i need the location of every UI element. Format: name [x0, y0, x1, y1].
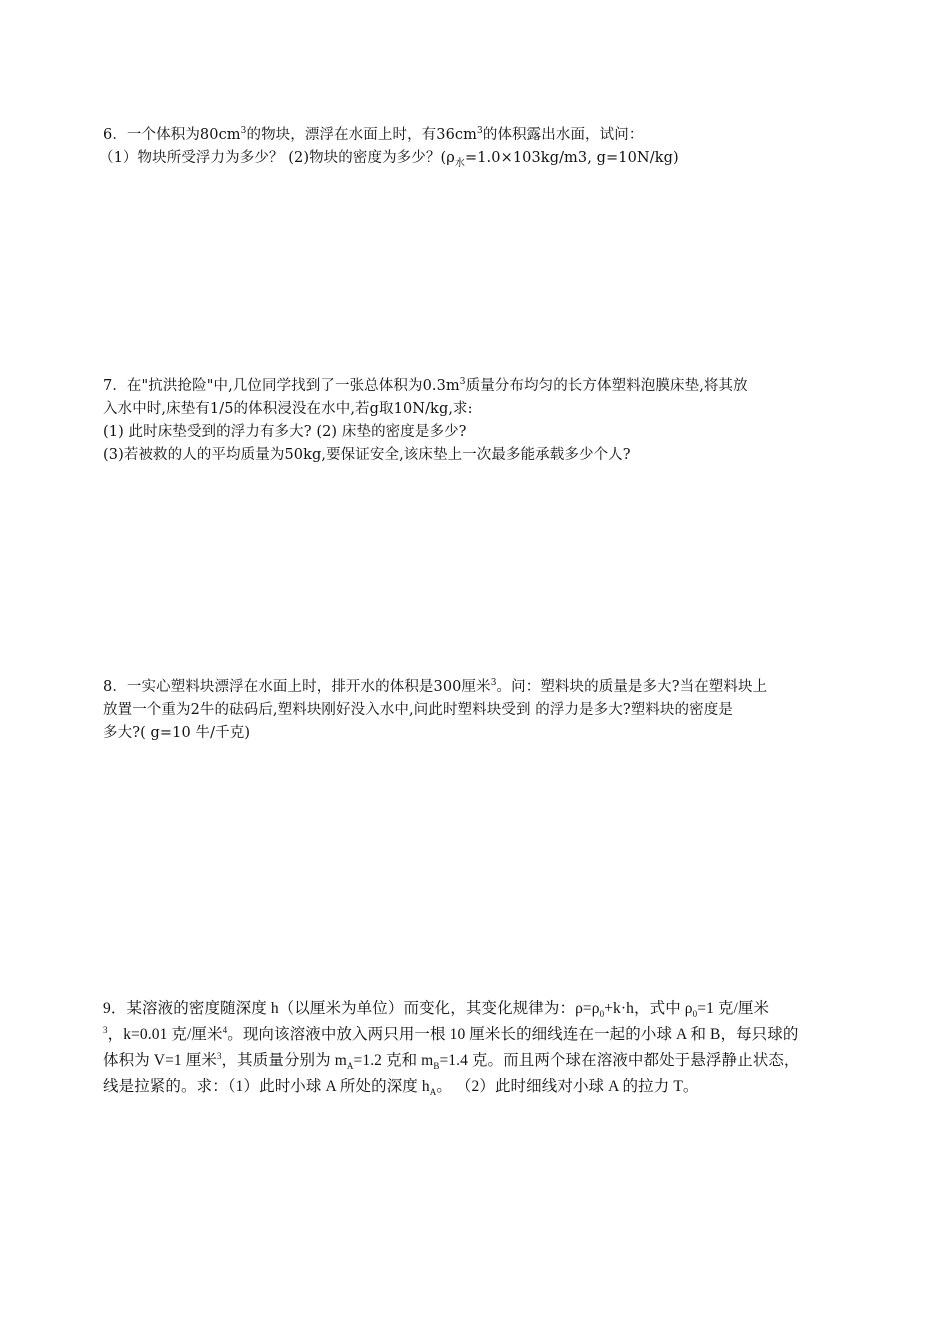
- q7-superscript: 3: [459, 377, 466, 388]
- q8-text: 。问：塑料块的质量是多大?当在塑料块上: [496, 679, 768, 695]
- question-8-line-3: 多大?( g=10 牛/千克): [103, 725, 251, 741]
- question-9-line-3: [103, 1048, 843, 1074]
- question-8-line-1: [103, 676, 843, 699]
- q9-superscript: 4: [222, 1024, 228, 1035]
- q9-subscript: B: [433, 1061, 440, 1072]
- q9-text: =1 克/厘米: [697, 1000, 770, 1017]
- q6-text: =1.0×103kg/m3, g=10N/kg): [464, 150, 679, 166]
- question-9-line-4: [103, 1074, 843, 1100]
- q8-text: 8．一实心塑料块漂浮在水面上时，排开水的体积是300厘米: [103, 679, 491, 695]
- q6-subscript: 水: [454, 157, 465, 169]
- question-7-line-3: (1) 此时床垫受到的浮力有多大? (2) 床垫的密度是多少?: [103, 424, 467, 440]
- q9-text: 体积为 V=1 厘米: [103, 1052, 217, 1069]
- q6-superscript: 3: [240, 126, 247, 137]
- question-7-line-2: 入水中时,床垫有1/5的体积浸没在水中,若g取10N/kg,求:: [103, 401, 473, 417]
- question-8-line-2: 放置一个重为2牛的砝码后,塑料块刚好没入水中,问此时塑料块受到 的浮力是多大?塑料块的密度是: [103, 702, 733, 718]
- q9-subscript: A: [346, 1061, 354, 1072]
- q9-text: 。 （2）此时细线对小球 A 的拉力 T。: [436, 1078, 699, 1095]
- q9-text: =1.2 克和 m: [353, 1052, 434, 1069]
- q6-text: （1）物块所受浮力为多少？ (2)物块的密度为多少？(ρ: [99, 150, 455, 166]
- q9-text: 线是拉紧的。求：（1）此时小球 A 所处的深度 h: [103, 1078, 430, 1095]
- q9-text: ，k=0.01 克/厘米: [107, 1026, 223, 1043]
- question-6-line-1: [103, 124, 843, 147]
- q6-text: 的体积露出水面，试问：: [482, 127, 644, 143]
- question-7-line-4: (3)若被救的人的平均质量为50kg,要保证安全,该床垫上一次最多能承载多少个人?: [103, 447, 631, 463]
- q9-subscript: 0: [692, 1009, 698, 1020]
- q6-superscript: 3: [477, 126, 483, 137]
- q9-superscript: 3: [103, 1024, 108, 1035]
- q6-text: 6．一个体积为80cm: [103, 127, 241, 143]
- q9-subscript: 0: [599, 1009, 605, 1020]
- q9-text: 9．某溶液的密度随深度 h（以厘米为单位）而变化，其变化规律为：ρ=ρ: [103, 1000, 600, 1017]
- question-7: [103, 375, 843, 467]
- question-9-line-2: [103, 1022, 843, 1048]
- q7-text: 质量分布均匀的长方体塑料泡膜床垫,将其放: [465, 378, 748, 394]
- question-9: [103, 996, 843, 1100]
- q8-superscript: 3: [490, 678, 497, 689]
- question-6-line-2: [99, 147, 843, 170]
- question-9-line-1: [103, 996, 843, 1022]
- q9-superscript: 3: [216, 1050, 222, 1061]
- question-8: [103, 676, 843, 745]
- q9-subscript: A: [429, 1087, 437, 1098]
- q6-text: 的物块，漂浮在水面上时，有36cm: [246, 127, 478, 143]
- q9-text: 。现向该溶液中放入两只用一根 10 厘米长的细线连在一起的小球 A 和 B，每只球的: [227, 1026, 799, 1043]
- question-6: [99, 124, 843, 170]
- q9-text: =1.4 克。而且两个球在溶液中都处于悬浮静止状态，: [439, 1052, 800, 1069]
- q7-text: 7．在"抗洪抢险"中,几位同学找到了一张总体积为0.3m: [103, 378, 460, 394]
- question-7-line-1: [103, 375, 843, 398]
- q9-text: +k·h，式中 ρ: [604, 1000, 693, 1017]
- q9-text: ，其质量分别为 m: [221, 1052, 347, 1069]
